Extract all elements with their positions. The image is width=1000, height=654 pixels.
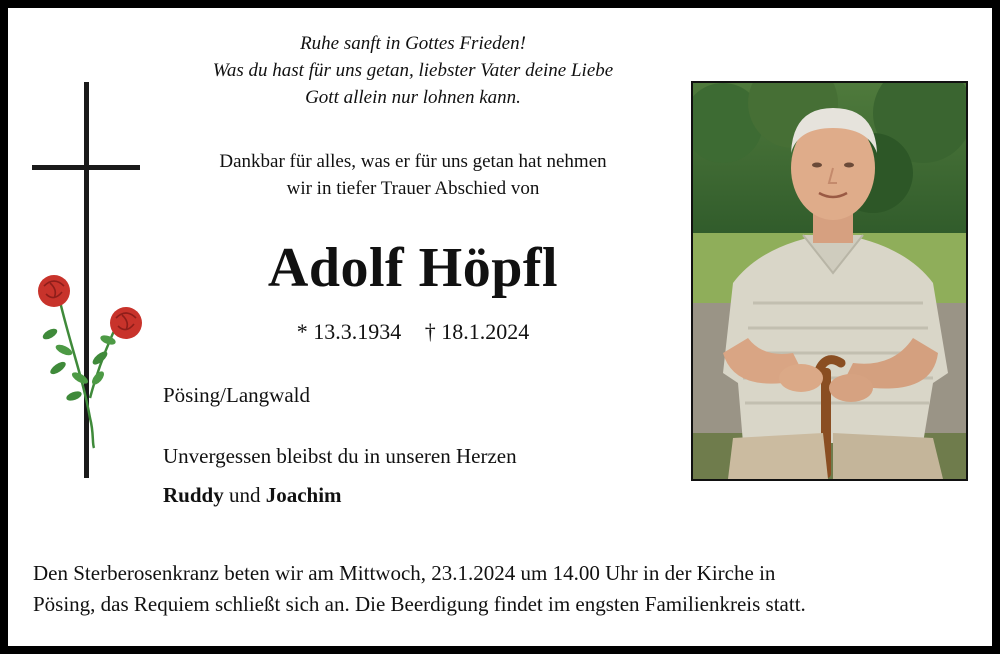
life-dates — [148, 318, 678, 346]
notice-line: Den Sterberosenkranz beten wir am Mittwoch, 23.1.2024 um 14.00 Uhr in der Kirche in — [33, 561, 776, 585]
notice-line: Pösing, das Requiem schließt sich an. Die Beerdigung findet im engsten Familienkreis statt. — [33, 592, 806, 616]
birth-date: * 13.3.1934 — [296, 319, 402, 344]
service-notice — [33, 558, 973, 620]
remembrance-text: Unvergessen bleibst du in unseren Herzen — [163, 444, 517, 468]
connector: und — [228, 483, 261, 507]
death-date: † 18.1.2024 — [424, 319, 530, 344]
intro-text — [148, 148, 678, 202]
verse-line: Ruhe sanft in Gottes Frieden! — [300, 33, 526, 54]
verse-line: Was du hast für uns getan, liebster Vater deine Liebe — [212, 60, 614, 81]
portrait-photo — [691, 81, 968, 481]
mourners — [163, 481, 342, 509]
verse-line: Gott allein nur lohnen kann. — [305, 87, 521, 108]
residence-place: Pösing/Langwald — [163, 383, 310, 407]
verse — [148, 30, 678, 111]
mourner-name: Joachim — [265, 483, 342, 507]
obituary-card — [8, 8, 992, 646]
cross-icon — [28, 78, 148, 488]
deceased-name: Adolf Höpfl — [267, 237, 559, 299]
mourner-name: Ruddy — [163, 483, 224, 507]
intro-line: wir in tiefer Trauer Abschied von — [286, 178, 540, 199]
roses-icon — [38, 275, 142, 448]
intro-line: Dankbar für alles, was er für uns getan hat nehmen — [219, 151, 607, 172]
